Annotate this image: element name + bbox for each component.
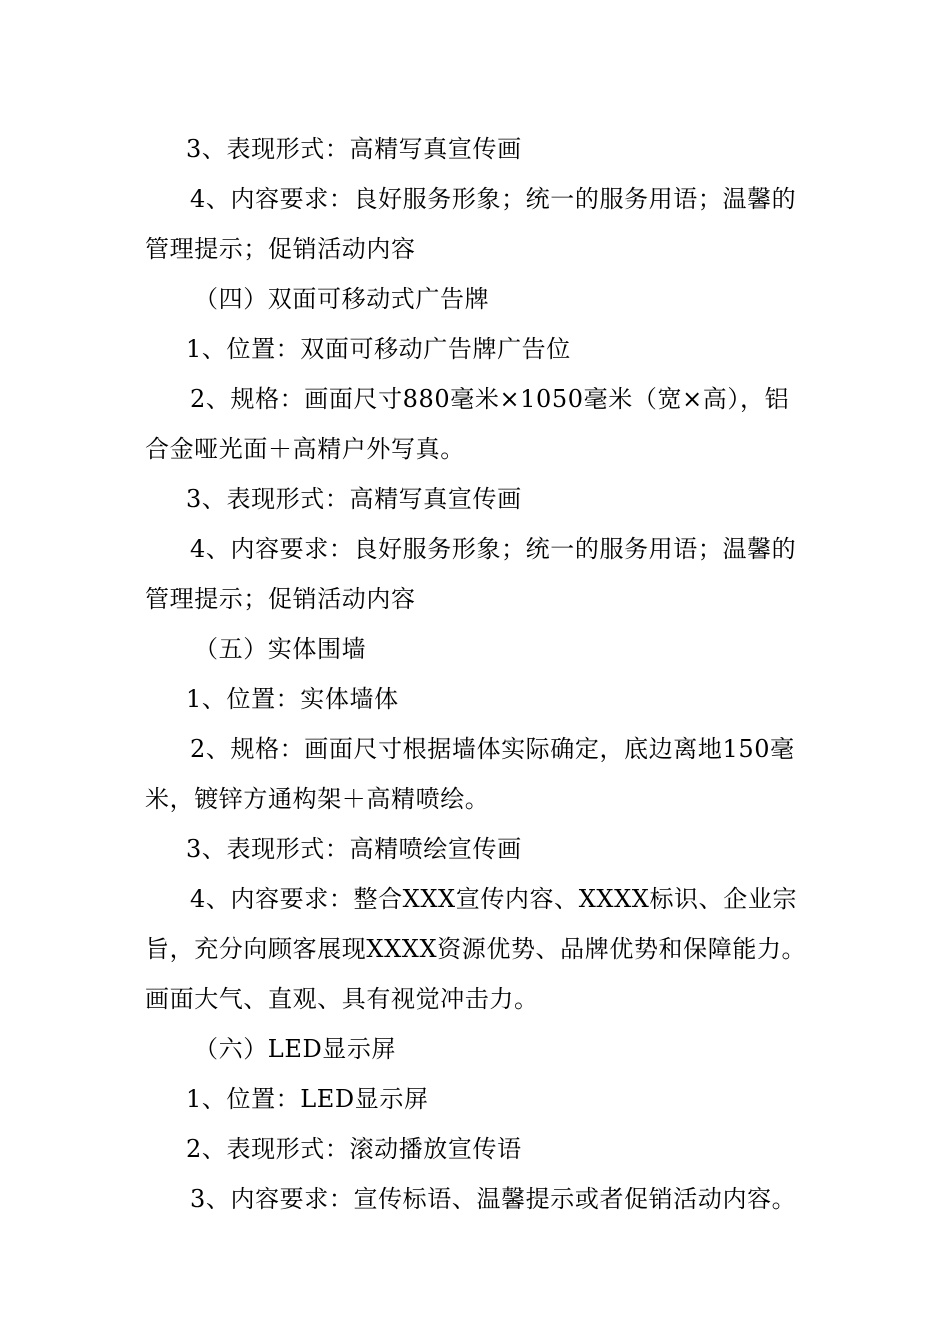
paragraph-content-requirements-wall: 4、内容要求：整合XXX宣传内容、XXXX标识、企业宗旨，充分向顾客展现XXXX资源优势、品牌优势和保障能力。画面大气、直观、具有视觉冲击力。 [145,885,807,1013]
paragraph-spec-billboard: 2、规格：画面尺寸880毫米×1050毫米（宽×高），铝合金哑光面＋高精户外写真。 [145,385,790,463]
paragraph-location-led: 1、位置：LED显示屏 [186,1085,429,1113]
paragraph-content-requirements-billboard: 4、内容要求：良好服务形象；统一的服务用语；温馨的管理提示；促销活动内容 [145,535,797,613]
paragraph-spec-wall: 2、规格：画面尺寸根据墙体实际确定，底边离地150毫米，镀锌方通构架＋高精喷绘。 [145,735,795,813]
paragraph-location-billboard: 1、位置：双面可移动广告牌广告位 [186,335,571,363]
section-heading-billboard: （四）双面可移动式广告牌 [194,285,490,313]
section-heading-wall: （五）实体围墙 [194,635,367,663]
paragraph-content-requirements-1: 4、内容要求：良好服务形象；统一的服务用语；温馨的管理提示；促销活动内容 [145,185,797,263]
document-body [0,124,950,1224]
paragraph-form-led: 2、表现形式：滚动播放宣传语 [186,1135,522,1163]
paragraph-location-wall: 1、位置：实体墙体 [186,685,399,713]
paragraph-form-wall: 3、表现形式：高精喷绘宣传画 [186,835,522,863]
paragraph-form-billboard: 3、表现形式：高精写真宣传画 [186,485,522,513]
paragraph-form-1: 3、表现形式：高精写真宣传画 [186,135,522,163]
section-heading-led: （六）LED显示屏 [194,1035,397,1063]
paragraph-content-requirements-led: 3、内容要求：宣传标语、温馨提示或者促销活动内容。 [190,1185,797,1213]
